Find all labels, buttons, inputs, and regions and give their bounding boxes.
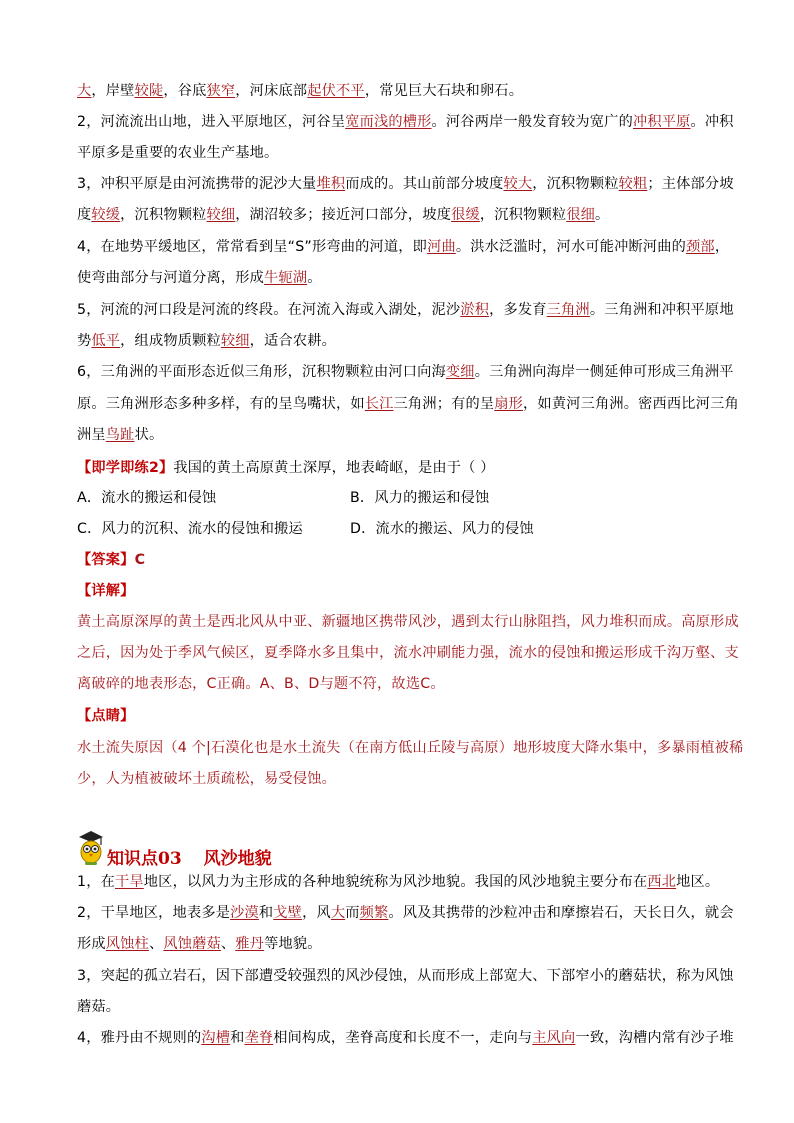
key-term: 雅丹 — [235, 936, 265, 952]
section-number: 知识点03 — [107, 849, 182, 869]
paragraph-line — [77, 394, 739, 414]
text-segment: 3，冲积平原是由河流携带的泥沙大量 — [77, 176, 317, 192]
key-term: 大 — [77, 83, 92, 99]
graduate-owl-icon — [77, 830, 105, 866]
question-text: 我国的黄土高原黄土深厚，地表崎岖，是由于（ ） — [173, 460, 495, 476]
tip-heading — [77, 706, 135, 726]
key-term: 大 — [330, 905, 346, 921]
text-segment: 。冲积 — [690, 114, 734, 130]
text-segment: 4，在地势平缓地区，常常看到呈“S”形弯曲的河道，即 — [77, 239, 428, 255]
option-a: A．流水的搬运和侵蚀 — [77, 490, 217, 506]
text-segment: 度 — [77, 207, 92, 223]
text-segment: ，沉积物颗粒 — [479, 207, 567, 223]
detail-line-1: 黄土高原深厚的黄土是西北风从中亚、新疆地区携带风沙，遇到太行山脉阻挡，风力堆积而成。高原形成 — [77, 614, 739, 630]
text-segment: 。洪水泛滥时，河水可能冲断河曲的 — [455, 239, 687, 255]
key-term: 频繁 — [359, 905, 389, 921]
text-segment: 。 — [307, 270, 322, 286]
key-term: 变细 — [445, 364, 475, 380]
text-segment: ；主体部分坡 — [647, 176, 734, 192]
key-term: 颈部 — [686, 239, 715, 255]
section-name: 风沙地貌 — [203, 849, 272, 869]
answer-line — [77, 550, 145, 570]
tip-tag: 【点睛】 — [77, 708, 135, 724]
text-segment: 使弯曲部分与河道分离，形成 — [77, 270, 265, 286]
paragraph-line — [77, 268, 322, 288]
section-paragraph-line — [77, 872, 719, 892]
text-segment: 状。 — [134, 427, 164, 443]
paragraph-line — [77, 143, 278, 163]
key-term: 较细 — [220, 333, 250, 349]
text-segment: 、 — [220, 936, 236, 952]
key-term: 冲积平原 — [632, 114, 691, 130]
key-term: 低平 — [91, 333, 121, 349]
key-term: 很细 — [566, 207, 595, 223]
answer-tag: 【答案】 — [77, 552, 135, 568]
paragraph-line — [77, 174, 734, 194]
option-b: B．风力的搬运和侵蚀 — [350, 490, 490, 506]
key-term: 狭窄 — [206, 83, 236, 99]
text-segment: 相间构成，垄脊高度和长度不一，走向与 — [273, 1030, 533, 1046]
key-term: 主风向 — [532, 1030, 576, 1046]
text-segment: 形成 — [77, 936, 106, 952]
key-term: 鸟趾 — [105, 427, 135, 443]
section-paragraph-line — [77, 934, 322, 954]
text-segment: ，沉积物颗粒 — [120, 207, 207, 223]
answer-value: C — [134, 552, 146, 568]
text-segment: 势 — [77, 333, 92, 349]
text-segment: 地区，以风力为主形成的各种地貌统称为风沙地貌。我国的风沙地貌主要分布在 — [143, 874, 648, 890]
key-term: 堆积 — [316, 176, 346, 192]
key-term: 河曲 — [427, 239, 456, 255]
text-segment: 而 — [345, 905, 360, 921]
text-segment: 1，在 — [77, 874, 116, 890]
section-paragraph-line — [77, 997, 120, 1017]
text-segment: 。三角洲和冲积平原地 — [589, 302, 734, 318]
text-segment: 。河谷两岸一般发育较为宽广的 — [431, 114, 633, 130]
text-segment: ，组成物质颗粒 — [120, 333, 221, 349]
key-term: 风蚀蘑菇 — [163, 936, 221, 952]
key-term: 淤积 — [460, 302, 490, 318]
option-c: C．风力的沉积、流水的侵蚀和搬运 — [77, 521, 303, 537]
key-term: 宽而浅的槽形 — [345, 114, 432, 130]
key-term: 沙漠 — [230, 905, 259, 921]
key-term: 风蚀柱 — [105, 936, 149, 952]
text-segment: ，湖沼较多；接近河口部分，坡度 — [235, 207, 452, 223]
key-term: 扇形 — [494, 396, 524, 412]
text-segment: ， — [714, 239, 730, 255]
detail-tag: 【详解】 — [77, 583, 135, 599]
text-segment: 等地貌。 — [264, 936, 322, 952]
key-term: 牛轭湖 — [264, 270, 308, 286]
key-term: 很缓 — [451, 207, 480, 223]
text-segment: 2，河流流出山地，进入平原地区，河谷呈 — [77, 114, 346, 130]
options-row-1 — [77, 488, 717, 508]
text-segment: 原。三角洲形态多种多样，有的呈鸟嘴状，如 — [77, 396, 365, 412]
practice-tag: 【即学即练2】 — [77, 460, 174, 476]
text-segment: 。三角洲向海岸一侧延伸可形成三角洲平 — [474, 364, 734, 380]
text-segment: 5，河流的河口段是河流的终段。在河流入海或入湖处，泥沙 — [77, 302, 461, 318]
paragraph-line — [77, 425, 163, 445]
key-term: 三角洲 — [546, 302, 590, 318]
text-segment: 三角洲；有的呈 — [393, 396, 495, 412]
key-term: 西北 — [647, 874, 677, 890]
text-segment: 3，突起的孤立岩石，因下部遭受较强烈的风沙侵蚀，从而形成上部宽大、下部窄小的蘑菇状，称为风蚀 — [77, 968, 734, 984]
text-segment: ，如黄河三角洲。密西西比河三角 — [523, 396, 739, 412]
key-term: 较大 — [503, 176, 533, 192]
text-segment: 2，干旱地区，地表多是 — [77, 905, 231, 921]
text-segment: ，河床底部 — [235, 83, 308, 99]
text-segment: 。 — [595, 207, 610, 223]
tip-line-1: 水土流失原因（4 个|石漠化也是水土流失（在南方低山丘陵与高原）地形坡度大降水集中，多暴雨植被稀 — [77, 740, 744, 756]
text-segment: 、 — [148, 936, 164, 952]
key-term: 较细 — [206, 207, 236, 223]
text-segment: 和 — [230, 1030, 245, 1046]
section-paragraph-line — [77, 903, 734, 923]
option-d: D．流水的搬运、风力的侵蚀 — [350, 521, 534, 537]
text-segment: 平原多是重要的农业生产基地。 — [77, 145, 279, 161]
tip-line-2: 少，人为植被破坏土质疏松，易受侵蚀。 — [77, 771, 336, 787]
paragraph-line — [77, 331, 336, 351]
text-segment: ，常见巨大石块和卵石。 — [364, 83, 524, 99]
key-term: 较陡 — [134, 83, 164, 99]
paragraph-line — [77, 112, 734, 132]
text-segment: ，多发育 — [489, 302, 547, 318]
paragraph-line — [77, 300, 734, 320]
text-segment: ，岸壁 — [91, 83, 135, 99]
text-segment: 6，三角洲的平面形态近似三角形，沉积物颗粒由河口向海 — [77, 364, 446, 380]
text-segment: ，沉积物颗粒 — [532, 176, 619, 192]
text-segment: 和 — [258, 905, 274, 921]
detail-line-2: 之后，因为处于季风气候区，夏季降水多且集中，流水冲刷能力强，流水的侵蚀和搬运形成千沟万壑、支 — [77, 645, 739, 661]
text-segment: ，谷底 — [163, 83, 207, 99]
options-row-2 — [77, 519, 717, 539]
key-term: 垄脊 — [244, 1030, 274, 1046]
key-term: 长江 — [364, 396, 394, 412]
text-segment: 4，雅丹由不规则的 — [77, 1030, 202, 1046]
text-segment: 蘑菇。 — [77, 999, 121, 1015]
key-term: 戈壁 — [273, 905, 303, 921]
detail-heading — [77, 581, 135, 601]
text-segment: ，适合农耕。 — [249, 333, 336, 349]
section-paragraph-line — [77, 966, 734, 986]
section-title — [107, 844, 272, 869]
detail-line-3: 离破碎的地表形态，C正确。A、B、D与题不符，故选C。 — [77, 676, 445, 692]
text-segment: 。风及其携带的沙粒冲击和摩擦岩石，天长日久，就会 — [388, 905, 734, 921]
key-term: 起伏不平 — [307, 83, 365, 99]
key-term: 干旱 — [115, 874, 144, 890]
text-segment: 洲呈 — [77, 427, 106, 443]
text-segment: 而成的。其山前部分坡度 — [345, 176, 504, 192]
paragraph-line — [77, 81, 523, 101]
paragraph-line — [77, 237, 729, 257]
section-paragraph-line — [77, 1028, 734, 1048]
text-segment: ，风 — [302, 905, 331, 921]
practice-question — [77, 458, 495, 478]
text-segment: 地区。 — [676, 874, 720, 890]
key-term: 较缓 — [91, 207, 121, 223]
key-term: 较粗 — [618, 176, 648, 192]
text-segment: 一致，沟槽内常有沙子堆 — [575, 1030, 734, 1046]
key-term: 沟槽 — [201, 1030, 231, 1046]
paragraph-line — [77, 205, 609, 225]
paragraph-line — [77, 362, 734, 382]
